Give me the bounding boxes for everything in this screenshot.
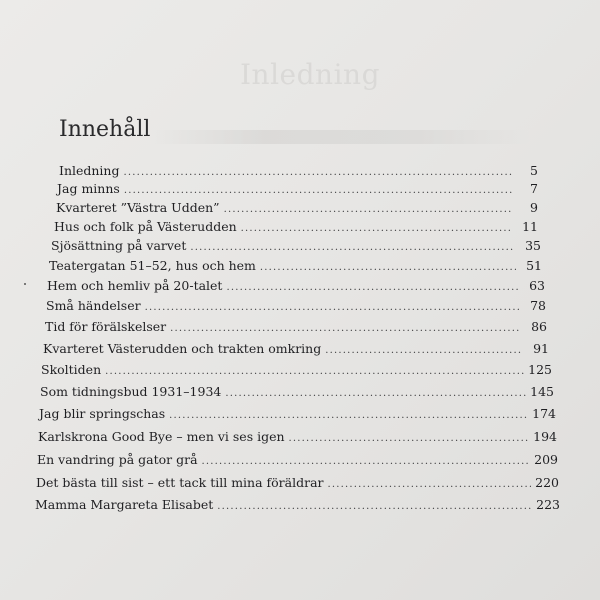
dot-leader — [289, 433, 530, 444]
toc-entry-page: 35 — [525, 238, 541, 253]
dot-leader — [169, 410, 528, 421]
toc-entry-page: 7 — [530, 181, 538, 196]
toc-entry — [54, 219, 538, 237]
dot-leader — [325, 345, 523, 356]
toc-entry-title: Jag minns — [57, 181, 120, 196]
toc-entry-page: 174 — [532, 406, 556, 421]
dot-leader — [124, 185, 512, 196]
toc-entry-page: 9 — [530, 200, 538, 215]
toc-entry — [35, 497, 560, 515]
toc-entry-page: 11 — [522, 219, 538, 234]
toc-entry-page: 63 — [529, 278, 545, 293]
page-title: Innehåll — [59, 117, 151, 142]
toc-entry-page: 5 — [530, 163, 538, 178]
toc-entry-title: Inledning — [59, 163, 120, 178]
dot-leader — [105, 366, 524, 377]
toc-entry-page: 223 — [536, 497, 560, 512]
toc-entry — [41, 362, 552, 380]
toc-entry-page: 51 — [526, 258, 542, 273]
dot-leader — [226, 282, 519, 293]
toc-entry-title: Kvarteret Västerudden och trakten omkring — [43, 341, 322, 356]
toc-entry — [40, 384, 554, 402]
toc-entry — [59, 163, 538, 181]
toc-entry-title: Hus och folk på Västerudden — [54, 219, 237, 234]
toc-entry-page: 91 — [533, 341, 549, 356]
dot-leader — [124, 167, 513, 178]
dot-leader — [217, 501, 532, 512]
toc-entry-title: Hem och hemliv på 20-talet — [47, 278, 223, 293]
toc-entry-title: Som tidningsbud 1931–1934 — [40, 384, 222, 399]
dot-leader — [145, 302, 520, 313]
toc-entry — [36, 475, 559, 493]
toc-entry — [56, 200, 538, 218]
dot-leader — [224, 204, 512, 215]
toc-entry-page: 145 — [530, 384, 554, 399]
dot-leader — [202, 456, 531, 467]
toc-entry-title: Det bästa till sist – ett tack till mina föräldrar — [36, 475, 324, 490]
dot-leader — [225, 388, 526, 399]
toc-entry — [46, 298, 546, 316]
toc-entry-page: 194 — [533, 429, 557, 444]
toc-entry-page: 78 — [530, 298, 546, 313]
toc-entry — [57, 181, 538, 199]
toc-entry-title: Tid för förälskelser — [45, 319, 167, 334]
toc-entry-title: Sjösättning på varvet — [51, 238, 187, 253]
toc-entry-title: Kvarteret ”Västra Udden” — [56, 200, 220, 215]
toc-entry-title: Karlskrona Good Bye – men vi ses igen — [38, 429, 285, 444]
toc-entry — [47, 278, 545, 296]
dot-leader — [241, 223, 512, 234]
toc-entry-title: Jag blir springschas — [39, 406, 166, 421]
dot-leader — [328, 479, 532, 490]
toc-entry — [37, 452, 558, 470]
toc-entry-title: Mamma Margareta Elisabet — [35, 497, 214, 512]
toc-entry — [43, 341, 549, 359]
toc-entry — [49, 258, 542, 276]
toc-entry — [45, 319, 547, 337]
toc-entry-title: En vandring på gator grå — [37, 452, 198, 467]
dot-leader — [260, 262, 516, 273]
dot-leader — [190, 242, 515, 253]
toc-entry-title: Små händelser — [46, 298, 141, 313]
dot-leader — [170, 323, 521, 334]
toc-entry-page: 86 — [531, 319, 547, 334]
toc-entry-title: Skoltiden — [41, 362, 102, 377]
toc-entry-page: 220 — [535, 475, 559, 490]
toc-entry-page: 209 — [534, 452, 558, 467]
show-through-heading: Inledning — [240, 58, 380, 91]
toc-entry — [38, 429, 557, 447]
toc-entry — [39, 406, 556, 424]
toc-entry-title: Teatergatan 51–52, hus och hem — [49, 258, 256, 273]
toc-entry — [51, 238, 541, 256]
toc-entry-page: 125 — [528, 362, 552, 377]
